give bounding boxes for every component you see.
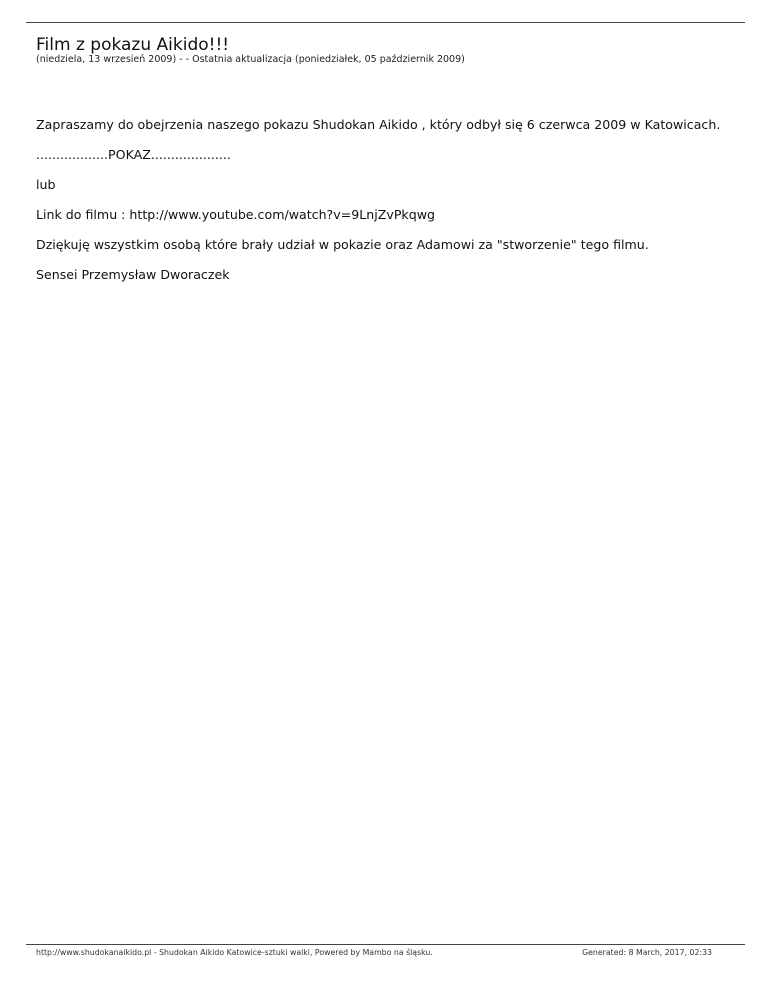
article-body — [36, 117, 726, 297]
footer-generated: Generated: 8 March, 2017, 02:33 — [582, 948, 712, 957]
paragraph-invitation: Zapraszamy do obejrzenia naszego pokazu Shudokan Aikido , który odbył się 6 czerwca 2009 w Katowicach. — [36, 117, 721, 132]
paragraph-thanks: Dziękuję wszystkim osobą które brały udział w pokazie oraz Adamowi za "stworzenie" tego filmu. — [36, 237, 649, 252]
paragraph-pokaz: ..................POKAZ.................... — [36, 147, 231, 162]
paragraph-signature: Sensei Przemysław Dworaczek — [36, 267, 230, 282]
paragraph-lub: lub — [36, 177, 56, 192]
footer-site-info: http://www.shudokanaikido.pl - Shudokan Aikido Katowice-sztuki walki, Powered by Mambo na śląsku. — [36, 948, 433, 957]
footer-divider — [26, 944, 745, 945]
article-meta: (niedziela, 13 wrzesień 2009) - - Ostatnia aktualizacja (poniedziałek, 05 październik 2009) — [36, 54, 465, 65]
article-title: Film z pokazu Aikido!!! — [36, 35, 230, 55]
paragraph-film-link: Link do filmu : http://www.youtube.com/watch?v=9LnjZvPkqwg — [36, 207, 436, 222]
header-divider — [26, 22, 745, 23]
